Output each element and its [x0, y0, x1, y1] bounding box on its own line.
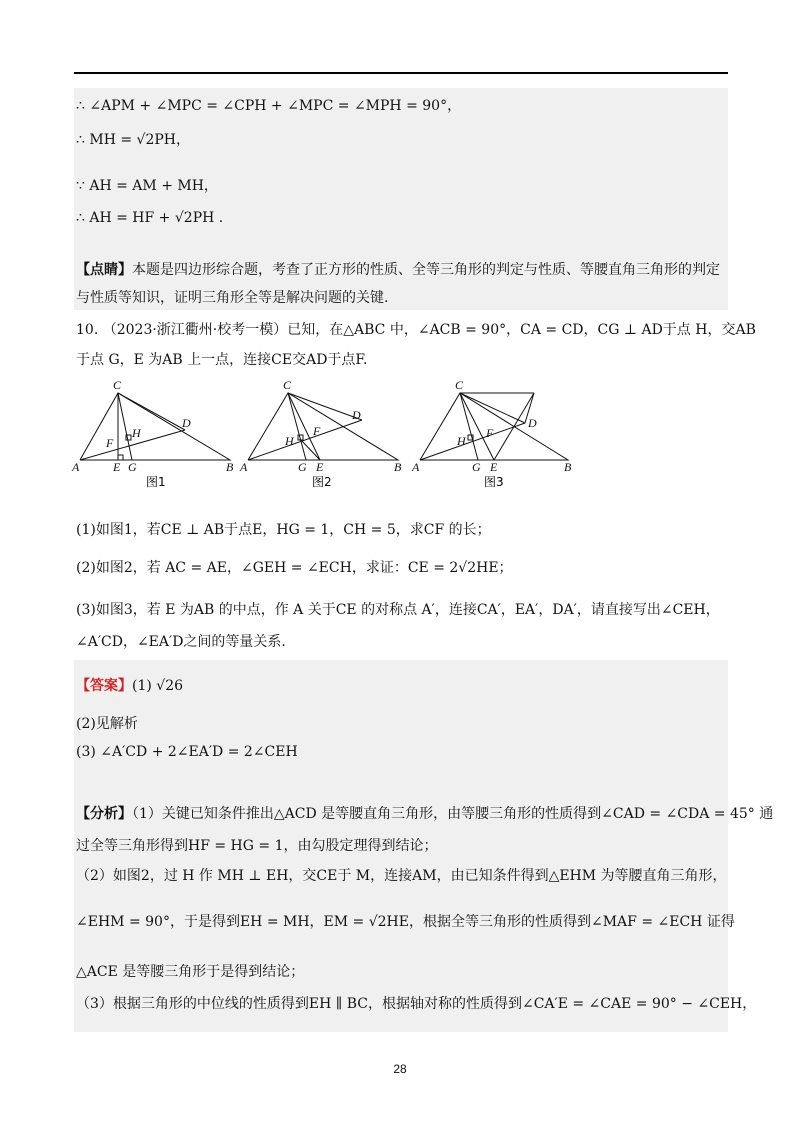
solution-line-3: ∵ AH = AM + MH，	[76, 178, 218, 194]
analysis-line-2: 过全等三角形得到HF = HG = 1，由勾股定理得到结论；	[76, 838, 438, 854]
svg-text:D: D	[528, 416, 537, 430]
figure-1	[80, 393, 230, 460]
svg-text:D: D	[182, 416, 191, 430]
analysis-text-1: （1）关键已知条件推出△ACD 是等腰直角三角形，由等腰三角形的性质得到∠CAD = ∠CDA = 45° 通	[132, 806, 774, 822]
comment-line-2: 与性质等知识，证明三角形全等是解决问题的关键.	[76, 290, 389, 306]
svg-text:A: A	[240, 460, 248, 474]
figure-caption-3: 图3	[484, 475, 504, 489]
svg-text:H: H	[132, 426, 141, 440]
analysis-line-3: （2）如图2，过 H 作 MH ⊥ EH，交CE于 M，连接AM，由已知条件得到△EHM 为等腰直角三角形，	[76, 868, 727, 884]
problem-stem-text: 已知，在△ABC 中，∠ACB = 90°，CA = CD，CG ⊥ AD于点 H，交AB	[287, 322, 756, 338]
comment-line-1	[76, 260, 720, 280]
solution-line-4: ∴ AH = HF + √2PH .	[76, 210, 224, 226]
svg-text:C: C	[283, 378, 292, 392]
analysis-line-4: ∠EHM = 90°，于是得到EH = MH，EM = √2HE，根据全等三角形的性质得到∠MAF = ∠ECH 证得	[76, 914, 735, 930]
svg-text:E: E	[113, 460, 121, 474]
svg-text:F: F	[486, 426, 494, 440]
svg-text:E: E	[490, 460, 498, 474]
svg-text:A: A	[72, 460, 80, 474]
problem-stem-1	[76, 320, 756, 340]
problem-number: 10.	[76, 322, 99, 338]
figure-caption-2: 图2	[312, 475, 332, 489]
answer-label: 【答案】	[76, 678, 132, 694]
svg-text:G: G	[298, 460, 307, 474]
comment-label: 【点睛】	[76, 262, 132, 278]
geometry-figures	[0, 375, 800, 505]
answer-line-2: (2)见解析	[76, 716, 138, 732]
svg-text:C: C	[455, 378, 464, 392]
svg-text:C: C	[113, 378, 122, 392]
svg-text:G: G	[128, 460, 137, 474]
svg-text:H: H	[457, 434, 466, 448]
svg-text:H: H	[285, 434, 294, 448]
sub-question-2: (2)如图2，若 AC = AE，∠GEH = ∠ECH，求证：CE = 2√2HE；	[76, 560, 513, 576]
analysis-line-6: （3）根据三角形的中位线的性质得到EH ∥ BC，根据轴对称的性质得到∠CA′E = ∠CAE = 90° − ∠CEH，	[76, 996, 757, 1012]
figure-3	[420, 393, 568, 460]
sub-question-3b: ∠A′CD，∠EA′D之间的等量关系.	[76, 634, 286, 650]
svg-text:B: B	[564, 460, 572, 474]
answer-line-1	[76, 676, 183, 696]
analysis-line-5: △ACE 是等腰三角形于是得到结论；	[76, 964, 305, 980]
svg-text:G: G	[472, 460, 481, 474]
sub-question-1: (1)如图1，若CE ⊥ AB于点E，HG = 1，CH = 5，求CF 的长；	[76, 522, 491, 538]
header-rule	[74, 72, 728, 74]
answer-item-1: (1) √26	[132, 678, 184, 694]
page-number: 28	[393, 1062, 407, 1076]
svg-text:B: B	[394, 460, 402, 474]
answer-line-3: (3) ∠A′CD + 2∠EA′D = 2∠CEH	[76, 744, 298, 760]
svg-text:E: E	[316, 460, 324, 474]
analysis-label: 【分析】	[76, 806, 132, 822]
figure-caption-1: 图1	[146, 475, 166, 489]
comment-text-1: 本题是四边形综合题，考查了正方形的性质、全等三角形的判定与性质、等腰直角三角形的判定	[132, 262, 720, 278]
svg-text:F: F	[106, 436, 114, 450]
svg-text:D: D	[352, 408, 361, 422]
solution-line-1: ∴ ∠APM + ∠MPC = ∠CPH + ∠MPC = ∠MPH = 90°，	[76, 98, 462, 114]
problem-stem-2: 于点 G，E 为AB 上一点，连接CE交AD于点F.	[76, 352, 368, 368]
svg-text:B: B	[226, 460, 234, 474]
problem-source: （2023·浙江衢州·校考一模）	[102, 322, 288, 338]
solution-line-2: ∴ MH = √2PH，	[76, 132, 190, 148]
svg-text:A: A	[412, 460, 420, 474]
svg-text:F: F	[313, 424, 321, 438]
figure-2	[248, 393, 398, 460]
analysis-line-1	[76, 804, 773, 824]
sub-question-3a: (3)如图3，若 E 为AB 的中点，作 A 关于CE 的对称点 A′，连接CA′，EA′，DA′，请直接写出∠CEH，	[76, 602, 720, 618]
